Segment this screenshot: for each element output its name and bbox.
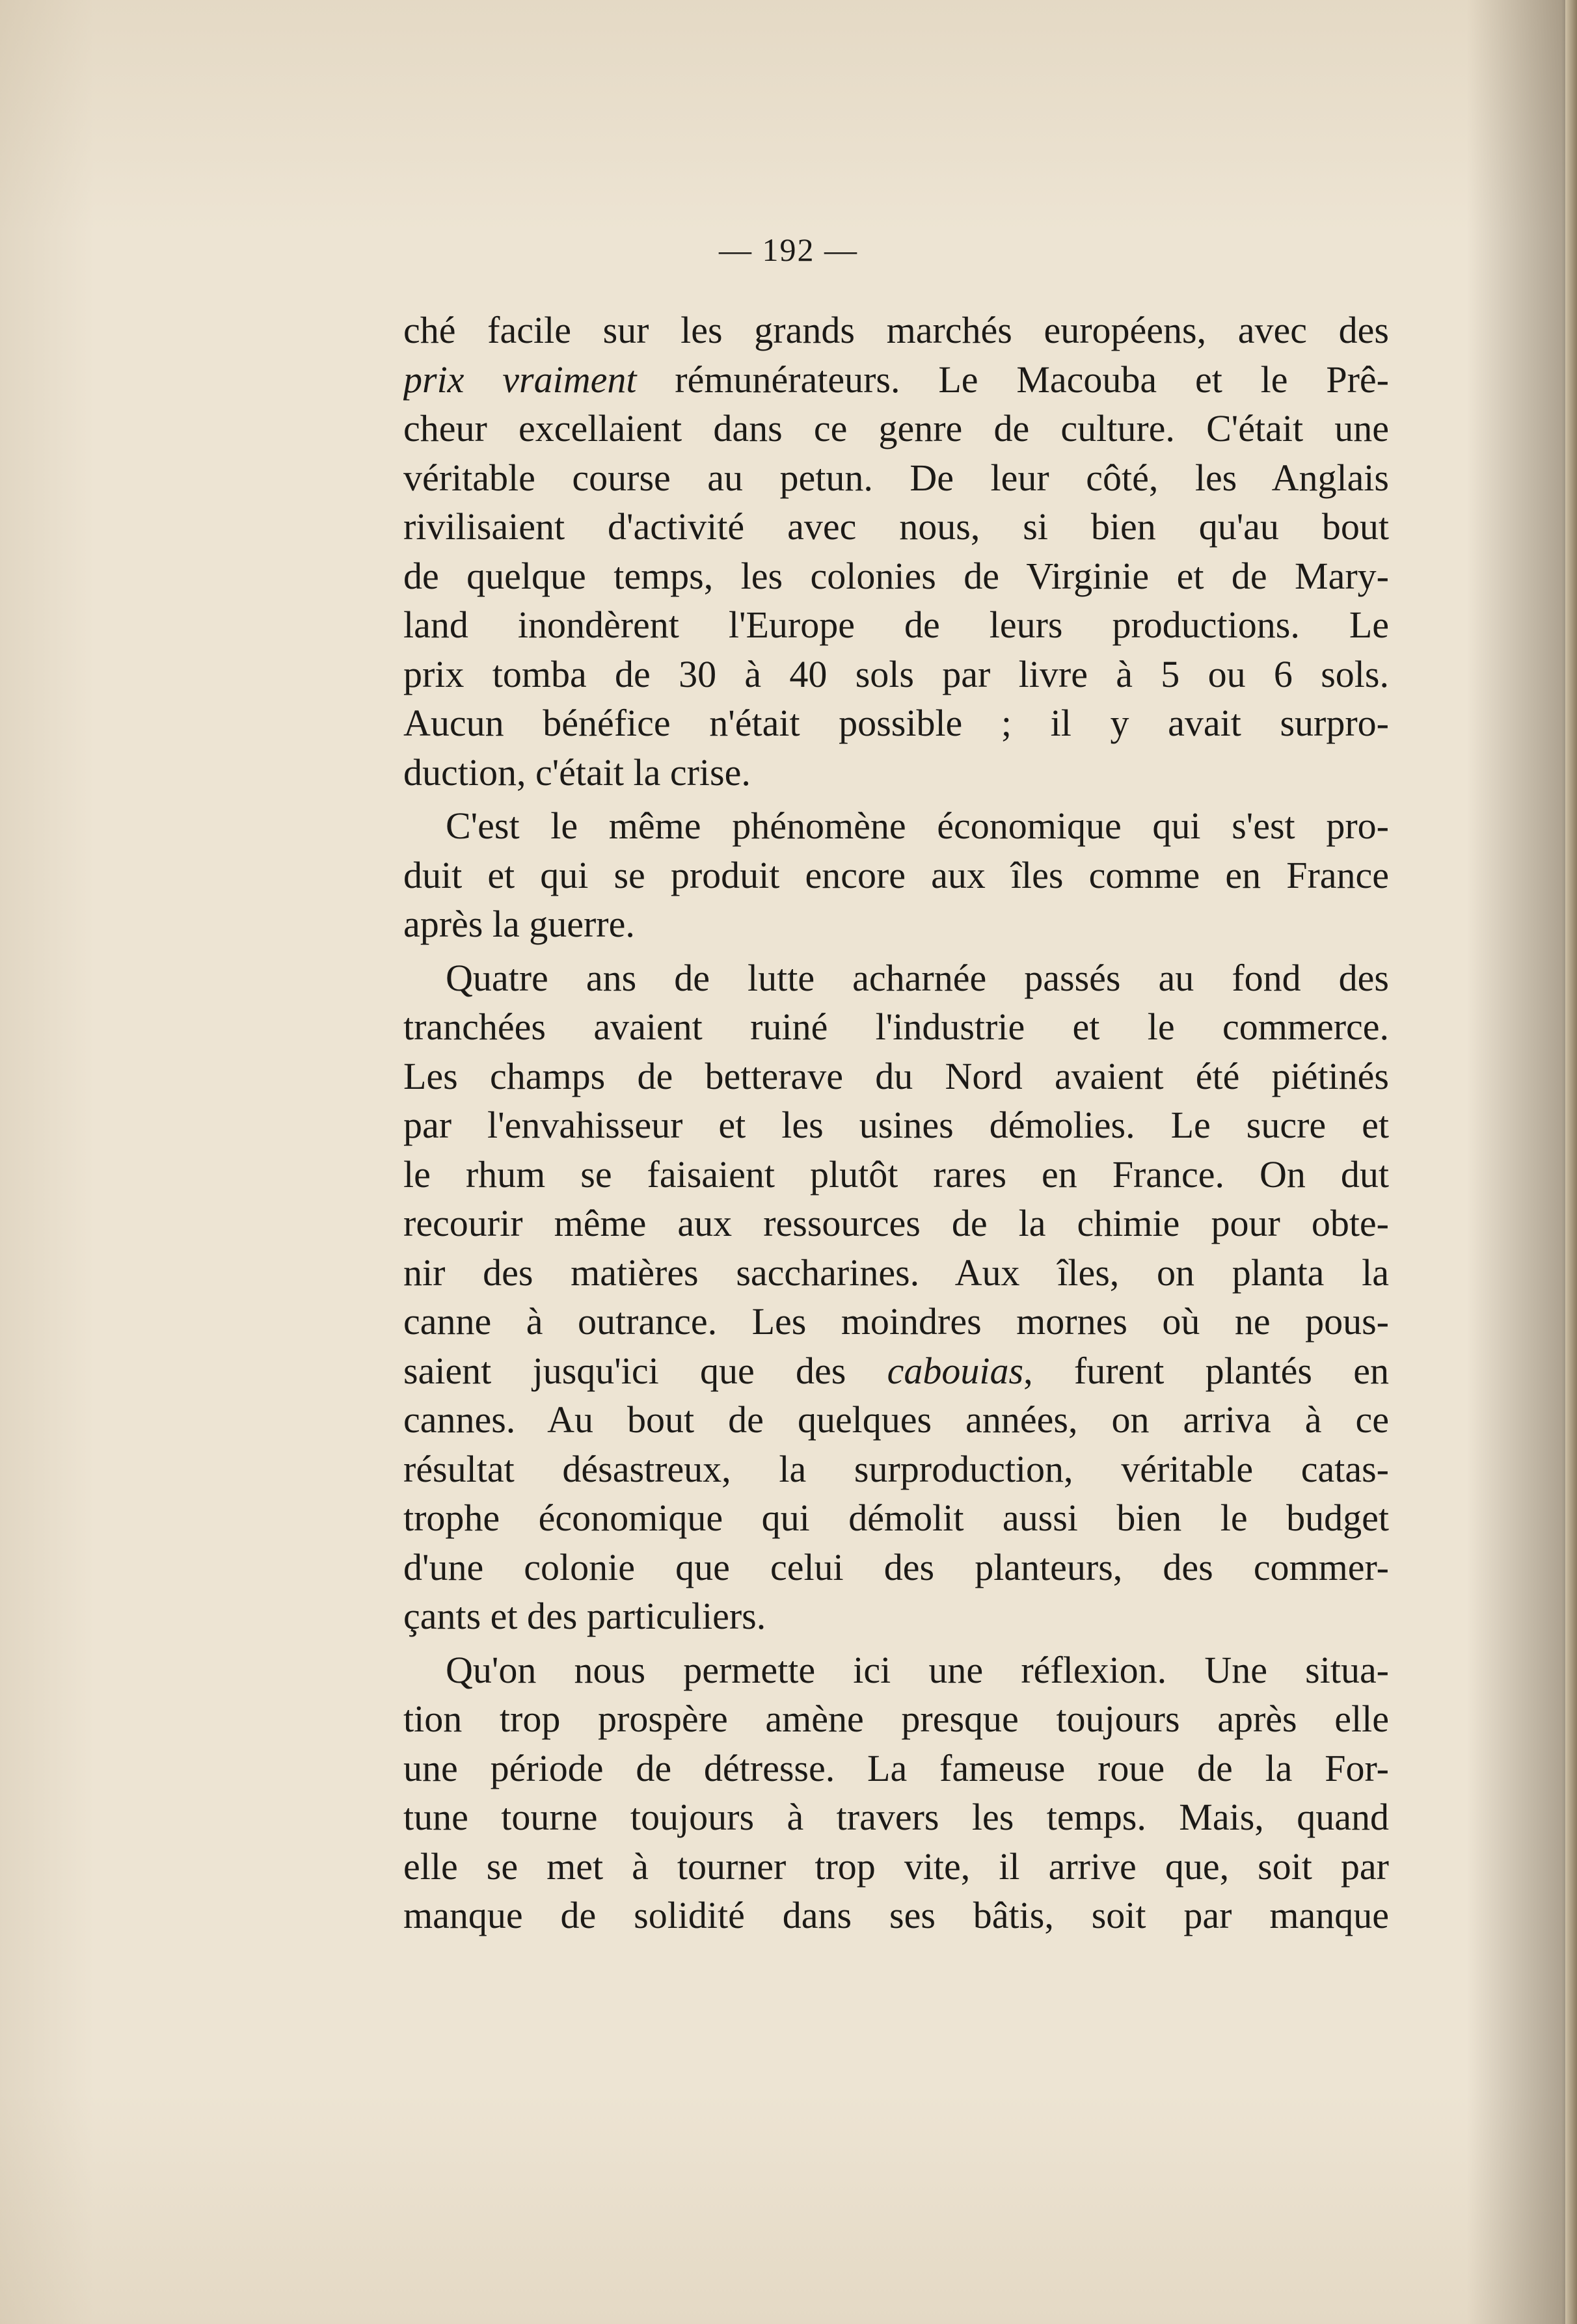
text-line: prix vraiment rémunérateurs. Le Macouba et le Prê- xyxy=(403,358,1389,401)
page-edge-shadow xyxy=(1565,0,1577,2324)
text-line: tranchées avaient ruiné l'industrie et le commerce. xyxy=(403,1006,1389,1048)
text-line: duction, c'était la crise. xyxy=(403,751,751,794)
paragraph-4 xyxy=(403,1646,1389,1940)
paragraph-2 xyxy=(403,801,1389,949)
text-line: le rhum se faisaient plutôt rares en France. On dut xyxy=(403,1153,1389,1195)
text-line: duit et qui se produit encore aux îles comme en France xyxy=(403,853,1389,896)
text-line: par l'envahisseur et les usines démolies. Le sucre et xyxy=(403,1104,1389,1146)
italic-word: cabouias xyxy=(887,1349,1024,1392)
text-line: recourir même aux ressources de la chimie pour obte- xyxy=(403,1202,1389,1244)
page-number: — 192 — xyxy=(719,232,858,268)
text-line: Quatre ans de lutte acharnée passés au fond des xyxy=(446,956,1389,999)
text-line: cannes. Au bout de quelques années, on arriva à ce xyxy=(403,1398,1389,1441)
paragraph-3 xyxy=(403,954,1389,1641)
body-text xyxy=(403,306,1389,1945)
text-line xyxy=(403,1346,1389,1396)
text-line: ché facile sur les grands marchés européens, avec des xyxy=(403,309,1389,351)
text-line: çants et des particuliers. xyxy=(403,1595,766,1637)
paragraph-1 xyxy=(403,306,1389,797)
text-line: tune tourne toujours à travers les temps. Mais, quand xyxy=(403,1796,1389,1838)
text-line: land inondèrent l'Europe de leurs productions. Le xyxy=(403,604,1389,646)
text-line: après la guerre. xyxy=(403,903,635,945)
text-line: Qu'on nous permette ici une réflexion. Une situa- xyxy=(446,1648,1389,1691)
text-fragment: saient jusqu'ici que des xyxy=(403,1349,887,1392)
text-line: prix tomba de 30 à 40 sols par livre à 5 ou 6 sols. xyxy=(403,652,1389,695)
text-line: Aucun bénéfice n'était possible ; il y avait surpro- xyxy=(403,702,1389,744)
text-line: résultat désastreux, la surproduction, véritable catas- xyxy=(403,1447,1389,1490)
text-line: manque de solidité dans ses bâtis, soit par manque xyxy=(403,1894,1389,1936)
italic-phrase: prix vraiment xyxy=(403,358,637,401)
text-line: C'est le même phénomène économique qui s'est pro- xyxy=(446,805,1389,847)
text-line: elle se met à tourner trop vite, il arrive que, soit par xyxy=(403,1845,1389,1888)
text-line: véritable course au petun. De leur côté, les Anglais xyxy=(403,456,1389,499)
text-line: tion trop prospère amène presque toujours après elle xyxy=(403,1698,1389,1740)
text-line: nir des matières saccharines. Aux îles, on planta la xyxy=(403,1251,1389,1294)
text-line: cheur excellaient dans ce genre de culture. C'était une xyxy=(403,407,1389,449)
text-line: rivilisaient d'activité avec nous, si bien qu'au bout xyxy=(403,505,1389,548)
text-line: d'une colonie que celui des planteurs, des commer- xyxy=(403,1545,1389,1588)
text-line: trophe économique qui démolit aussi bien le budget xyxy=(403,1497,1389,1539)
text-line: canne à outrance. Les moindres mornes où ne pous- xyxy=(403,1300,1389,1342)
text-line: Les champs de betterave du Nord avaient été piétinés xyxy=(403,1054,1389,1097)
text-fragment: , furent plantés en xyxy=(1023,1349,1389,1392)
text-line: de quelque temps, les colonies de Virginie et de Mary- xyxy=(403,554,1389,597)
text-line: une période de détresse. La fameuse roue de la For- xyxy=(403,1746,1389,1789)
